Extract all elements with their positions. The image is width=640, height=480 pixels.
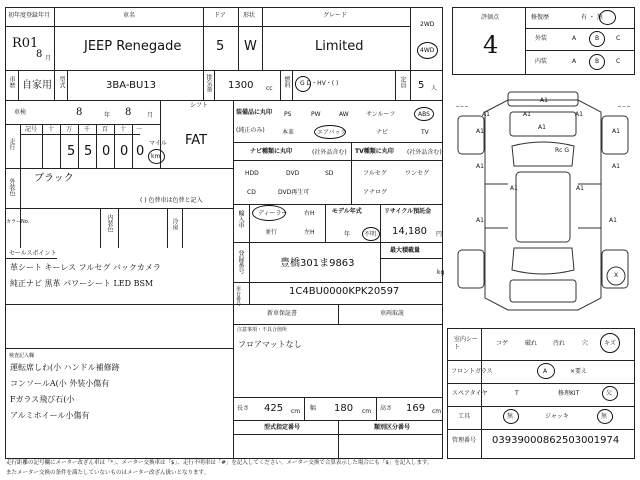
mark-center: Rc G — [555, 147, 570, 154]
divider — [67, 70, 68, 100]
sales-line-2: 純正ナビ 黒革 パワーシート LED BSM — [10, 279, 154, 288]
interior-c: C — [616, 58, 621, 65]
divider — [118, 208, 119, 248]
mark-a1: A1 — [523, 111, 531, 118]
tv-fullseg: フルセグ — [363, 170, 387, 177]
front-glass-a: A — [543, 368, 548, 375]
navi-hdd: HDD — [245, 170, 259, 177]
divider — [525, 50, 635, 51]
height-unit: cm — [432, 408, 442, 415]
footer-line-2: またメーター交換の条件を満たしていないものはメーター改ざん扱いとなります。 — [6, 470, 210, 476]
equipment-tv: TV — [421, 129, 429, 136]
import-parallel: 並行 — [265, 229, 278, 236]
inspector-line-2: コンソールA(小 外装小傷有 — [10, 379, 110, 388]
mark-a1: A1 — [476, 128, 484, 135]
divider — [233, 282, 443, 283]
jack-none: 無 — [601, 413, 608, 420]
interior-color-label: 内装色 — [106, 214, 113, 232]
divider — [233, 242, 443, 243]
chassis-value: 1C4BU0000KPK20597 — [289, 286, 400, 297]
divider — [203, 7, 204, 70]
inspection-month-unit: 月 — [147, 112, 154, 119]
digit-label-3: 千 — [84, 126, 91, 133]
divider — [447, 360, 635, 361]
seat-item-ana: 穴 — [582, 340, 589, 347]
divider — [395, 70, 396, 100]
divider — [5, 124, 160, 125]
divider — [132, 124, 133, 168]
mark-rear-x: X — [614, 272, 619, 279]
divider — [380, 258, 443, 259]
digit-label-0: 記号 — [25, 126, 38, 133]
divider — [292, 70, 293, 100]
interior-a: A — [572, 58, 577, 65]
length-label: 長さ — [237, 405, 250, 412]
divider — [203, 70, 204, 100]
divider — [5, 26, 410, 27]
inspector-label: 検査記入欄 — [9, 353, 35, 359]
divider — [233, 434, 443, 435]
equipment-title: 装備品に丸印 — [236, 109, 273, 116]
km-label: km — [151, 153, 161, 160]
first-reg-label: 初年度登録年月 — [8, 12, 51, 19]
divider — [280, 70, 281, 100]
fuel-options: G D・HV・( ) — [300, 80, 339, 87]
import-left: 左H — [304, 229, 315, 236]
mark-a1: A1 — [612, 128, 620, 135]
mileage-digit: 5 — [67, 144, 76, 159]
mark-a1: A1 — [576, 185, 584, 192]
recycle-value: 14,180 — [392, 226, 427, 237]
navi-cd: CD — [247, 189, 256, 196]
navi-dvd: DVD — [286, 170, 300, 177]
inspection-year-unit: 年 — [104, 112, 111, 119]
navi-sub: (社外品含む) — [312, 149, 347, 156]
grade-label: グレード — [323, 12, 348, 19]
width-value: 180 — [334, 403, 354, 414]
recycle-unit: 円 — [436, 231, 443, 238]
digit-label-5: 十 — [120, 126, 127, 133]
divider — [167, 208, 168, 248]
notes-label: 注意事項・不具合箇所 — [237, 327, 288, 333]
diagram-guide — [618, 106, 630, 107]
mark-a1: A1 — [612, 163, 620, 170]
mileage-digit: 0 — [102, 144, 111, 159]
vehicle-manual: 車両取説 — [380, 310, 405, 317]
divider — [525, 28, 635, 29]
height-value: 169 — [406, 403, 426, 414]
fuel-label: 燃料 — [283, 76, 290, 88]
divider — [338, 420, 339, 459]
spare-none: 欠 — [606, 390, 613, 397]
equipment-subtitle: (純正のみ) — [236, 127, 265, 134]
capacity-unit: 人 — [431, 85, 438, 92]
equipment-airbag: エアバック — [317, 129, 347, 136]
divider — [214, 70, 215, 100]
navi-sd: SD — [325, 170, 334, 177]
plate-label: 車歴 — [8, 76, 15, 88]
divider — [410, 70, 411, 100]
seat-label: 室内シート — [454, 336, 479, 351]
doors: 5 — [216, 39, 225, 54]
divider — [249, 204, 250, 242]
mark-a1: A1 — [482, 111, 490, 118]
divider — [249, 242, 250, 304]
equipment-pw: PW — [311, 111, 321, 118]
seat-item-yabure: 破れ — [525, 340, 538, 347]
inspector-line-1: 運転席しわ(小 ハンドル補修跡 — [10, 363, 120, 372]
digit-label-2: 万 — [66, 126, 73, 133]
divider — [325, 204, 326, 242]
mark-a1: A1 — [538, 124, 546, 131]
car-name: JEEP Renegade — [84, 39, 182, 54]
equipment-sunroof: サンルーフ — [366, 111, 396, 118]
inspection-label: 車検 — [14, 109, 27, 116]
spare-kit: 修理KIT — [558, 390, 580, 397]
width-unit: cm — [362, 408, 372, 415]
footer-line-1: 走行距離の記号欄にメーター改ざん車は「*」、メーター交換車は「$」、走行不明車は「#」を記入してください。メーター交換で合算表示した場合にも「$」を記入します。 — [6, 460, 433, 466]
navi-title: ナビ種類に丸印 — [250, 148, 293, 155]
inspection-month: 8 — [125, 107, 132, 118]
divider — [233, 397, 443, 398]
mileage-digit: 5 — [84, 144, 93, 159]
exterior-c: C — [616, 35, 621, 42]
mark-a1: A1 — [476, 163, 484, 170]
model: 3BA-BU13 — [106, 80, 156, 91]
divider — [18, 70, 19, 100]
shape: W — [244, 39, 257, 54]
repair-options: 有 ・ 無 — [581, 14, 603, 21]
rating-label: 評価点 — [481, 14, 500, 21]
spare-t: T — [515, 390, 519, 397]
digit-label-6: 一 — [136, 126, 143, 133]
divider — [78, 124, 79, 168]
divider — [54, 70, 55, 100]
divider — [380, 204, 381, 242]
divider — [233, 100, 234, 304]
first-reg-month: 8 — [36, 49, 43, 60]
divider — [351, 142, 352, 204]
mileage-label: 走行 — [8, 138, 15, 150]
car-name-label: 車名 — [123, 12, 136, 19]
jack-label: ジャッキ — [545, 413, 569, 420]
divider — [20, 124, 21, 168]
equipment-leather: 本革 — [282, 129, 295, 136]
digit-label-4: 百 — [102, 126, 109, 133]
divider — [100, 208, 101, 248]
mileage-digit: 0 — [120, 144, 129, 159]
divider — [5, 208, 233, 209]
drive-4wd: 4WD — [420, 47, 435, 54]
tools-label: 工具 — [458, 413, 471, 420]
divider — [304, 397, 305, 420]
class-number-label: 類別区分番号 — [374, 424, 411, 431]
repair-label: 修復歴 — [531, 14, 550, 21]
inspector-line-3: Fガラス飛び石(小 — [10, 395, 75, 404]
divider — [525, 7, 526, 75]
divider — [262, 7, 263, 70]
divider — [5, 258, 57, 259]
length-unit: cm — [291, 408, 301, 415]
divider — [182, 208, 183, 248]
divider — [238, 7, 239, 70]
cc-unit: cc — [266, 85, 273, 92]
exterior-b: B — [595, 35, 600, 42]
shape-label: 形状 — [243, 12, 256, 19]
divider — [20, 168, 21, 248]
inspection-year: 8 — [76, 107, 83, 118]
model-year-unknown: 不明 — [364, 231, 377, 238]
max-load-label: 最大積載量 — [390, 247, 421, 254]
divider — [410, 7, 411, 70]
color-note: ( ) 色替車は色替と記入 — [140, 197, 203, 204]
grade: Limited — [315, 39, 364, 54]
kg-unit: kg — [437, 269, 445, 276]
digit-label-1: 十 — [48, 126, 55, 133]
control-value: 03939000862503001974 — [492, 435, 620, 446]
equipment-aw: AW — [339, 111, 349, 118]
divider — [233, 324, 443, 325]
divider — [376, 397, 377, 420]
registration-label: 登録番号 — [237, 250, 244, 274]
notes-value: フロアマットなし — [238, 340, 302, 349]
spare-label: スペアタイヤ — [452, 390, 488, 397]
sales-line-1: 革シート キーレス フルセグ バックカメラ — [10, 263, 161, 272]
seat-item-yogore: 汚れ — [553, 340, 566, 347]
equipment-ps: PS — [284, 111, 292, 118]
exterior-a: A — [572, 35, 577, 42]
import-dealer: ディーラー — [258, 210, 288, 217]
inspector-line-4: アルミホイール小傷有 — [10, 411, 90, 420]
sales-points-label: セールスポイント — [9, 250, 57, 257]
mark-a1: A1 — [609, 217, 617, 224]
drive-2wd: 2WD — [420, 21, 435, 28]
car-damage-diagram — [450, 88, 636, 320]
type-cert-label: 型式指定番号 — [264, 424, 301, 431]
color-no-label: カラーNo. — [6, 219, 30, 225]
divider — [5, 304, 443, 305]
divider — [447, 406, 635, 407]
mark-a1: A1 — [575, 111, 583, 118]
chassis-label: 車台番号 — [235, 286, 241, 306]
mark-a1: A1 — [540, 97, 548, 104]
front-glass-x: ×要え — [570, 368, 588, 375]
displacement: 1300 — [228, 80, 254, 91]
registration-value: 豊橋301ま9863 — [280, 258, 355, 269]
divider — [5, 100, 443, 101]
divider — [114, 124, 115, 168]
doors-label: ドア — [214, 12, 226, 19]
divider — [5, 348, 233, 349]
equipment-navi: ナビ — [376, 129, 389, 136]
height-label: 高さ — [380, 405, 393, 412]
import-label: 輸入車 — [237, 210, 244, 228]
capacity: 5 — [418, 80, 425, 91]
divider — [42, 124, 43, 168]
color-label: 外装色 — [8, 178, 15, 196]
mileage-digit: 0 — [136, 144, 145, 159]
divider — [447, 429, 635, 430]
plate: 自家用 — [22, 80, 52, 91]
divider — [5, 168, 233, 169]
divider — [96, 124, 97, 168]
divider — [380, 242, 381, 282]
tv-oneseg: ワンセグ — [405, 170, 430, 177]
first-reg-era: R01 — [12, 36, 39, 51]
navi-dvd-play: DVD再生可 — [278, 189, 310, 196]
front-glass-label: フロントガラス — [451, 368, 493, 375]
new-car-warranty: 新車保証書 — [267, 310, 298, 317]
tv-sub: (社外品含む) — [407, 149, 442, 156]
divider — [233, 304, 234, 459]
diagram-guide — [456, 106, 468, 107]
divider — [54, 7, 55, 70]
tv-title: TV種類に丸印 — [355, 148, 394, 155]
divider — [447, 383, 635, 384]
shift-value: FAT — [185, 133, 208, 148]
mile-label: マイル — [149, 140, 167, 147]
capacity-label: 定員 — [399, 76, 406, 88]
width-label: 幅 — [310, 405, 317, 412]
color-value: ブラック — [34, 173, 74, 184]
import-right: 右H — [304, 210, 315, 217]
tv-analog: アナログ — [363, 189, 388, 196]
seat-item-kizu: キズ — [604, 340, 616, 347]
length-value: 425 — [264, 403, 284, 414]
divider — [5, 70, 443, 71]
model-year-label: モデル年式 — [332, 208, 362, 215]
divider — [233, 142, 443, 143]
model-year-unit: 年 — [344, 231, 351, 238]
aircon-label: 冷房 — [171, 218, 178, 230]
divider — [338, 304, 339, 324]
interior-b: B — [595, 58, 600, 65]
divider — [60, 124, 61, 168]
tools-none: 無 — [507, 413, 514, 420]
seat-item-koge: コゲ — [496, 340, 509, 347]
rating-score: 4 — [483, 31, 499, 59]
exterior-label: 外装 — [535, 35, 548, 42]
equipment-abs: ABS — [418, 111, 430, 118]
recycle-label: リサイクル預託金 — [384, 208, 432, 215]
divider — [20, 134, 140, 135]
model-label: 型式 — [58, 76, 65, 88]
interior-label: 内装 — [535, 58, 548, 65]
month-unit: 月 — [45, 55, 52, 62]
divider — [233, 160, 443, 161]
mark-a1: A1 — [476, 217, 484, 224]
shift-label: シフト — [190, 102, 209, 109]
displacement-label: 排気量 — [205, 74, 212, 92]
control-label: 管理番号 — [452, 437, 477, 444]
mark-a1: A1 — [510, 185, 518, 192]
